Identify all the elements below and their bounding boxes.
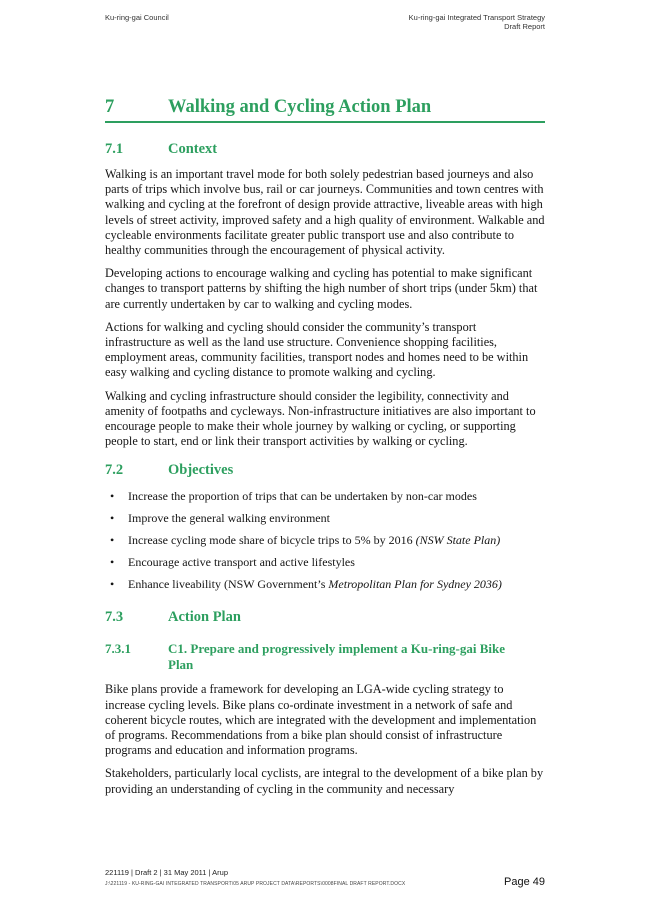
objective-bullet: • Enhance liveability (NSW Government’s Metropolitan Plan for Sydney 2036) xyxy=(105,577,545,592)
paragraph: Bike plans provide a framework for developing an LGA-wide cycling strategy to increase cycling levels. Bike plans co-ordinate investment in a network of safe and coherent bicycle routes, which are integrated with the development and implementation of programs. Recommendations from a bike plan should consist of infrastructure programs and education and information programs. xyxy=(105,682,537,758)
document-body xyxy=(105,0,545,805)
section-title: Context xyxy=(168,141,218,157)
section-heading-context xyxy=(105,141,545,158)
section-heading-objectives xyxy=(105,462,545,479)
footer-file-path: J:\221119 - KU-RING-GAI INTEGRATED TRANSPORT\05 ARUP PROJECT DATA\REPORTS\0008FINAL DRAFT REPORT.DOCX xyxy=(105,881,406,887)
section-number: 7.2 xyxy=(105,462,124,479)
paragraph: Stakeholders, particularly local cyclists, are integral to the development of a bike plan by providing an understanding of cycling in the community and necessary xyxy=(105,766,544,796)
section-heading-action-plan xyxy=(105,609,545,626)
header-right-line2: Draft Report xyxy=(504,22,545,31)
paragraph: Walking and cycling infrastructure should consider the legibility, connectivity and amenity of footpaths and cycleways. Non-infrastructure initiatives are also important to encourage people to make their whole journey by walking or cycling, or supporting people to start, end or link their transport activities by walking or cycling. xyxy=(105,388,536,449)
page-number: Page 49 xyxy=(504,876,545,888)
chapter-heading xyxy=(105,97,545,123)
paragraph: Developing actions to encourage walking and cycling has potential to make significant changes to transport patterns by shifting the high number of short trips (under 5km) that are currently undertaken by car to walking and cycling modes. xyxy=(105,266,538,311)
header-right-line1: Ku-ring-gai Integrated Transport Strategy xyxy=(408,13,545,22)
paragraph: Actions for walking and cycling should consider the community’s transport infrastructure as well as the land use structure. Convenience shopping facilities, employment areas, community facilities, transport nodes and homes need to be within easy walking and cycling distance to promote walking and cycling. xyxy=(105,319,529,380)
objective-bullet: • Encourage active transport and active lifestyles xyxy=(105,555,545,570)
section-number: 7.3 xyxy=(105,609,124,626)
objective-bullet: • Increase the proportion of trips that can be undertaken by non-car modes xyxy=(105,489,545,504)
page-footer xyxy=(105,868,545,888)
header-left-text: Ku-ring-gai Council xyxy=(105,13,169,22)
objectives-bullet-list xyxy=(105,489,545,592)
context-paragraphs xyxy=(105,167,545,449)
chapter-title: Walking and Cycling Action Plan xyxy=(168,97,432,117)
chapter-number: 7 xyxy=(105,97,115,117)
section-title: Objectives xyxy=(168,462,234,479)
footer-meta: 221119 | Draft 2 | 31 May 2011 | Arup xyxy=(105,868,229,877)
subsection-title: C1. Prepare and progressively implement a Ku-ring-gai Bike Plan xyxy=(168,641,506,673)
action-paragraphs xyxy=(105,682,545,796)
paragraph: Walking is an important travel mode for both solely pedestrian based journeys and also parts of trips which involve bus, rail or car journeys. Communities and town centres with walking and cycling at the forefront of design provide attractive, liveable areas with high levels of street activity, improved safety and a high quality of environment. Walkable and cycleable environments facilitate greater public transport use and also contribute to healthy communities through the encouragement of physical activity. xyxy=(105,167,545,258)
section-title: Action Plan xyxy=(168,609,241,626)
objective-bullet: • Increase cycling mode share of bicycle trips to 5% by 2016 (NSW State Plan) xyxy=(105,533,545,548)
objective-bullet: • Improve the general walking environment xyxy=(105,511,545,526)
subsection-heading-bike-plan xyxy=(105,641,545,673)
subsection-number: 7.3.1 xyxy=(105,641,131,657)
section-number: 7.1 xyxy=(105,141,124,157)
